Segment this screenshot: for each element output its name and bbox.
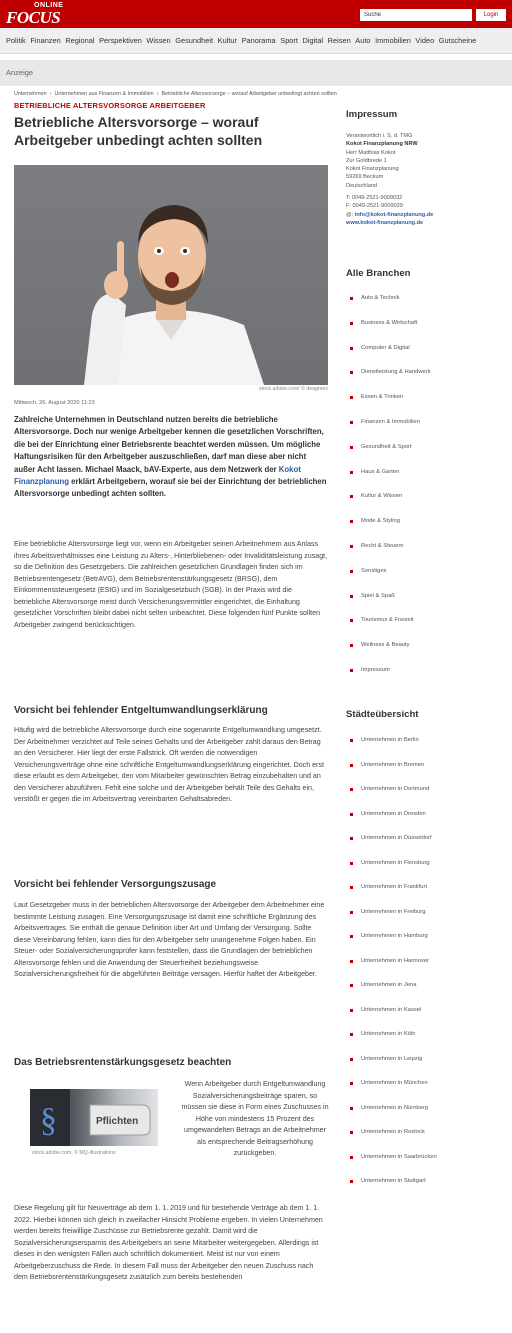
- address-line: Zur Goldbrede 1: [346, 157, 387, 164]
- email-link[interactable]: info@kokot-finanzplanung.de: [354, 211, 434, 218]
- section-heading-entgeltumwandlung: Vorsicht bei fehlender Entgeltumwandlungserklärung: [14, 705, 268, 716]
- branche-item-label: Finanzen & Immobilien: [361, 419, 420, 425]
- nav-item-immobilien[interactable]: Immobilien: [375, 36, 411, 45]
- stadt-item-label: Unternehmen in Saarbrücken: [361, 1153, 437, 1160]
- nav-item-wissen[interactable]: Wissen: [146, 36, 171, 45]
- breadcrumb-chevron-icon: ›: [49, 91, 52, 97]
- kokot-finanzplanung-link[interactable]: Kokot Finanzplanung: [14, 464, 301, 487]
- bullet-icon: [350, 570, 353, 573]
- bullet-icon: [350, 347, 353, 350]
- stadt-item[interactable]: [346, 833, 506, 844]
- bullet-icon: [350, 619, 353, 622]
- impressum-label: Verantwortlich i. S. d. TMG: [346, 133, 413, 139]
- login-button[interactable]: Login: [476, 9, 506, 21]
- stadt-item-label: Unternehmen in Kassel: [361, 1006, 422, 1013]
- branche-item[interactable]: [346, 467, 506, 478]
- stadt-item-label: Unternehmen in Flensburg: [361, 859, 430, 866]
- branchen-heading: Alle Branchen: [346, 268, 411, 279]
- branche-item-label: Computer & Digital: [361, 344, 410, 351]
- stadt-item[interactable]: [346, 907, 506, 918]
- svg-text:§: §: [40, 1102, 57, 1139]
- bullet-icon: [350, 595, 353, 598]
- branche-item[interactable]: [346, 640, 506, 651]
- branche-item-label: Auto & Technik: [361, 295, 400, 301]
- bullet-icon: [350, 644, 353, 647]
- bullet-icon: [350, 322, 353, 325]
- stadt-item[interactable]: [346, 1005, 506, 1016]
- article-lead: [14, 414, 328, 501]
- address-line: 59269 Beckum: [346, 174, 384, 181]
- surprised-man-illustration: [14, 165, 328, 385]
- branche-item[interactable]: [346, 392, 506, 403]
- article-kicker: BETRIEBLICHE ALTERSVORSORGE ARBEITGEBER: [14, 101, 206, 110]
- stadt-item-label: Unternehmen in Hamburg: [361, 933, 428, 939]
- branche-item[interactable]: [346, 665, 506, 676]
- bullet-icon: [350, 520, 353, 523]
- logo-online-text: ONLINE: [34, 2, 64, 9]
- bullet-icon: [350, 813, 353, 816]
- focus-logo[interactable]: [6, 2, 70, 26]
- stadt-item-label: Unternehmen in Düsseldorf: [361, 835, 432, 841]
- stadt-item[interactable]: [346, 735, 506, 746]
- stadt-item[interactable]: [346, 1176, 506, 1187]
- hero-image-credit: stock.adobe.com/ © deagreez: [259, 386, 328, 392]
- nav-item-gutscheine[interactable]: Gutscheine: [438, 36, 477, 45]
- stadt-item[interactable]: [346, 1152, 506, 1163]
- bullet-icon: [350, 935, 353, 938]
- article-date: Mittwoch, 26. August 2020 11:23: [14, 400, 95, 406]
- bullet-icon: [350, 371, 353, 374]
- ad-label: Anzeige: [6, 68, 34, 77]
- bullet-icon: [350, 396, 353, 399]
- stadt-item-label: Unternehmen in Stuttgart: [361, 1178, 426, 1184]
- logo-focus-text: FOCUS: [6, 8, 61, 27]
- bullet-icon: [350, 1009, 353, 1012]
- branche-item-label: Sonstiges: [361, 567, 387, 574]
- search-input[interactable]: [360, 9, 472, 21]
- breadcrumb-item[interactable]: Unternehmen: [14, 91, 47, 97]
- stadt-item[interactable]: [346, 1103, 506, 1114]
- stadt-item[interactable]: [346, 956, 506, 967]
- stadt-item[interactable]: [346, 784, 506, 795]
- inline-image-credit: stock.adobe.com, © MQ-Illustrations: [32, 1150, 116, 1156]
- branche-item[interactable]: [346, 442, 506, 453]
- sidebar: [346, 109, 506, 1184]
- article: [14, 101, 329, 1281]
- section-heading-versorgungszusage: Vorsicht bei fehlender Versorgungszusage: [14, 879, 217, 890]
- bullet-icon: [350, 984, 353, 987]
- nav-item-auto[interactable]: Auto: [355, 36, 371, 45]
- address-line: Kokot Finanzplanung: [346, 166, 399, 173]
- nav-item-gesundheit[interactable]: Gesundheit: [175, 36, 214, 45]
- bullet-icon: [350, 837, 353, 840]
- stadt-item[interactable]: [346, 1078, 506, 1089]
- impressum-heading: Impressum: [346, 109, 398, 120]
- stadt-item[interactable]: [346, 760, 506, 771]
- bullet-icon: [350, 1033, 353, 1036]
- branche-item-label: Dienstleistung & Handwerk: [361, 369, 431, 376]
- bullet-icon: [350, 495, 353, 498]
- stadt-item-label: Unternehmen in Hannover: [361, 957, 429, 964]
- branche-item-label: Impressum: [361, 667, 390, 673]
- bullet-icon: [350, 1180, 353, 1183]
- paragraph-sign-icon: [30, 1089, 158, 1146]
- bullet-icon: [350, 960, 353, 963]
- nav-item-video[interactable]: Video: [415, 36, 435, 45]
- bullet-icon: [350, 764, 353, 767]
- pflichten-label: Pflichten: [96, 1116, 139, 1127]
- article-paragraph: Wenn Arbeitgeber durch Entgeltumwandlung Sozialversicherungsbeiträge sparen, so müssen sie diese in Form eines Zuschusses in Höhe von mindestens 15 Prozent des umgewandelten Betrags an die Arbeitnehmer als entsprechende Beitragserhöhung zurückgeben.: [181, 1080, 329, 1157]
- stadt-item-label: Unternehmen in Bremen: [361, 761, 425, 768]
- nav-item-politik[interactable]: Politik: [6, 36, 26, 45]
- stadt-item[interactable]: [346, 980, 506, 991]
- main-nav: [0, 28, 512, 54]
- breadcrumb-item-current: Betriebliche Altersvorsorge – worauf Arbeitgeber unbedingt achten sollten: [161, 91, 337, 97]
- lead-text-end: erklärt Arbeitgebern, worauf sie bei der Einrichtung der betrieblichen Altersvorsorge unbedingt achten sollten.: [14, 477, 327, 499]
- stadt-item-label: Unternehmen in Rostock: [361, 1129, 425, 1135]
- bullet-icon: [350, 1156, 353, 1159]
- stadt-item[interactable]: [346, 1054, 506, 1065]
- branche-item[interactable]: [346, 615, 506, 626]
- website-link[interactable]: www.kokot-finanzplanung.de: [346, 219, 424, 226]
- stadt-item-label: Unternehmen in Jena: [361, 982, 417, 988]
- stadt-item-label: Unternehmen in Berlin: [361, 737, 419, 743]
- article-paragraph: Laut Gesetzgeber muss in der betrieblichen Altersvorsorge der Arbeitgeber dem Arbeitnehmer eine bestimmte Leistung zusagen. Eine Versorgungszusage ist damit eine schriftliche Ergänzung des Arbeitsvertrages. Sie enthält die genaue Definition über Art und Umfang der Versorgung. Sollte diese Vereinbarung fehlen, kann dies für den Arbeitgeber sehr unangenehme Folgen haben. Ein Steuer- oder Sozialversicherungsprüfer kann feststellen, dass die Grundlagen der betrieblichen Altersvorsorge fehlen und die Anwendung der Steuerfreiheit beziehungsweise Sozialversicherungsfreiheit für die abgeführten Beiträge versagen. Hierfür haftet der Arbeitgeber.: [14, 901, 325, 978]
- stadt-item-label: Unternehmen in Freiburg: [361, 908, 426, 915]
- top-bar: [0, 0, 512, 28]
- pflichten-image: [30, 1089, 158, 1146]
- branche-item[interactable]: [346, 566, 506, 577]
- stadt-item[interactable]: [346, 809, 506, 820]
- stadt-item-label: Unternehmen in München: [361, 1080, 428, 1086]
- stadt-item[interactable]: [346, 1127, 506, 1138]
- branche-item[interactable]: [346, 541, 506, 552]
- breadcrumb: [14, 91, 394, 97]
- nav-item-finanzen[interactable]: Finanzen: [30, 36, 61, 45]
- branche-item[interactable]: [346, 318, 506, 329]
- bullet-icon: [350, 297, 353, 300]
- hero-image: [14, 165, 328, 385]
- section-heading-betriebsrentenstaerkungsgesetz: Das Betriebsrentenstärkungsgesetz beachten: [14, 1057, 232, 1068]
- branche-item-label: Essen & Trinken: [361, 394, 404, 401]
- impressum-box: [346, 132, 506, 227]
- bullet-icon: [350, 739, 353, 742]
- branche-item[interactable]: [346, 343, 506, 354]
- bullet-icon: [350, 1107, 353, 1110]
- bullet-icon: [350, 1058, 353, 1061]
- breadcrumb-item[interactable]: Unternehmen aus Finanzen & Immobilien: [54, 91, 154, 97]
- nav-item-panorama[interactable]: Panorama: [241, 36, 276, 45]
- branche-item[interactable]: [346, 491, 506, 502]
- article-title: Betriebliche Altersvorsorge – worauf Arbeitgeber unbedingt achten sollten: [14, 114, 263, 148]
- stadt-item-label: Unternehmen in Köln: [361, 1031, 416, 1037]
- branche-item-label: Mode & Styling: [361, 518, 400, 525]
- breadcrumb-chevron-icon: ›: [156, 91, 159, 97]
- branche-item[interactable]: [346, 417, 506, 428]
- branche-item-label: Spiel & Spaß: [361, 592, 395, 599]
- stadt-item[interactable]: [346, 858, 506, 869]
- branche-item-label: Business & Wirtschaft: [361, 319, 418, 326]
- branche-item[interactable]: [346, 293, 506, 304]
- stadt-item[interactable]: [346, 931, 506, 942]
- stadt-item-label: Unternehmen in Dresden: [361, 810, 426, 817]
- article-paragraph: Eine betriebliche Altersvorsorge liegt vor, wenn ein Arbeitgeber seinen Arbeitnehmern aus Anlass ihres Arbeitsverhältnisses eine Leistung zu Alters-, Hinterbliebenen- oder Invaliditätsleistung zusagt, so die Definition des Gesetzgebers. Die zahlreichen gesetzlichen Grundlagen finden sich im Betriebsrentengesetz (BetrAVG), dem Betriebsrentenstärkungsgesetz (BRSG), dem Einkommenssteuergesetz (EStG) und im Sozialgesetzbuch (SGB). In der Praxis wird die betriebliche Altersvorsorge meist durch Versicherungsvermittler eingerichtet, die Einhaltung gesetzlicher Vorschriften bleibt dabei nicht selten unbeachtet. Diese folgenden fünf Punkte sollten Arbeitgeber zwingend berücksichtigen.: [14, 540, 328, 629]
- bullet-icon: [350, 545, 353, 548]
- ad-bar: [0, 60, 512, 86]
- bullet-icon: [350, 471, 353, 474]
- nav-item-digital[interactable]: Digital: [302, 36, 324, 45]
- bullet-icon: [350, 788, 353, 791]
- stadt-item-label: Unternehmen in Leipzig: [361, 1055, 423, 1062]
- nav-item-kultur[interactable]: Kultur: [217, 36, 237, 45]
- bullet-icon: [350, 1082, 353, 1085]
- nav-item-perspektiven[interactable]: Perspektiven: [99, 36, 142, 45]
- stadt-item-label: Unternehmen in Dortmund: [361, 786, 430, 792]
- branche-item-label: Recht & Steuern: [361, 543, 404, 549]
- bullet-icon: [350, 669, 353, 672]
- stadt-item-label: Unternehmen in Frankfurt: [361, 884, 428, 890]
- branche-item-label: Wellness & Beauty: [361, 642, 410, 649]
- bullet-icon: [350, 446, 353, 449]
- branche-item[interactable]: [346, 591, 506, 602]
- address-line: Deutschland: [346, 182, 378, 189]
- bullet-icon: [350, 886, 353, 889]
- branche-item-label: Tourismus & Freizeit: [361, 617, 414, 624]
- branche-item-label: Haus & Garten: [361, 468, 400, 475]
- stadt-item-label: Unternehmen in Nürnberg: [361, 1104, 429, 1111]
- fax: F: 0049-2521-9009029: [346, 203, 403, 210]
- nav-item-sport[interactable]: Sport: [280, 36, 298, 45]
- bullet-icon: [350, 862, 353, 865]
- article-paragraph: Häufig wird die betriebliche Altersvorsorge durch eine sogenannte Entgeltumwandlung umgesetzt. Der Arbeitnehmer verzichtet auf Teile seines Gehalts und der Arbeitgeber zahlt daraus den Betrag an den Versicherer. Hier liegt der erste Fallstrick. Oft werden die notwendigen Versicherungsverträge ohne eine schriftliche Entgeltumwandlungserklärung eingerichtet. Doch erst diese erlaubt es dem Arbeitgeber, den vom Mitarbeiter gewünschten Betrag einzubehalten und an den Versicherer abzuführen. Fehlt eine solche und der Arbeitgeber behält Teile des Gehalts ein, verstößt er gegen die im Arbeitsvertrag vereinbarten Gehaltsabreden.: [14, 726, 324, 803]
- branche-item-label: Kultur & Wissen: [361, 493, 403, 500]
- address-line: Herr Matthias Kokot: [346, 149, 396, 156]
- bullet-icon: [350, 421, 353, 424]
- company-name: Kokot Finanzplanung NRW: [346, 141, 418, 148]
- branche-item[interactable]: [346, 367, 506, 378]
- phone: T: 0049-2521-9009032: [346, 195, 403, 202]
- stadt-item[interactable]: [346, 882, 506, 893]
- nav-item-regional[interactable]: Regional: [65, 36, 95, 45]
- branche-item[interactable]: [346, 516, 506, 527]
- email-prefix: @:: [346, 211, 355, 218]
- branche-item-label: Gesundheit & Sport: [361, 443, 412, 450]
- nav-item-reisen[interactable]: Reisen: [327, 36, 351, 45]
- bullet-icon: [350, 1131, 353, 1134]
- lead-text-start: Zahlreiche Unternehmen in Deutschland nutzen bereits die betriebliche Altersvorsorge. Doch nur wenige Arbeitgeber kennen die gesetzlichen Vorschriften, die bei der Einrichtung einer Betriebsrente beachtet werden müssen. Um mögliche Haftungsrisiken für den Arbeitgeber auszuschließen, darf man diese aber nicht außer Acht lassen. Michael Maack, bAV-Experte, aus dem Netzwerk der: [14, 415, 324, 474]
- article-paragraph: Diese Regelung gilt für Neuverträge ab dem 1. 1. 2019 und für bestehende Verträge ab dem 1. 1. 2022. Hierbei können sich gleich in zweifacher Hinsicht Probleme ergeben. In vielen Unternehmen werden bereits freiwillige Zuschüsse zur Betriebsrente gezahlt. Damit wird die Sozialversicherungsersparnis des Arbeitgebers an seine Mitarbeiter weitergegeben. Allerdings ist dieses in den wenigsten Fällen auch schriftlich dokumentiert. Meist ist nur von einem Arbeitgeberzuschuss die Rede. In diesem Fall muss der Arbeitgeber den neuen Zuschuss nach dem Betriebsrentenstärkungsgesetz zusätzlich zum bereits bestehenden: [14, 1204, 323, 1281]
- bullet-icon: [350, 911, 353, 914]
- staedte-heading: Städteübersicht: [346, 709, 419, 720]
- stadt-item[interactable]: [346, 1029, 506, 1040]
